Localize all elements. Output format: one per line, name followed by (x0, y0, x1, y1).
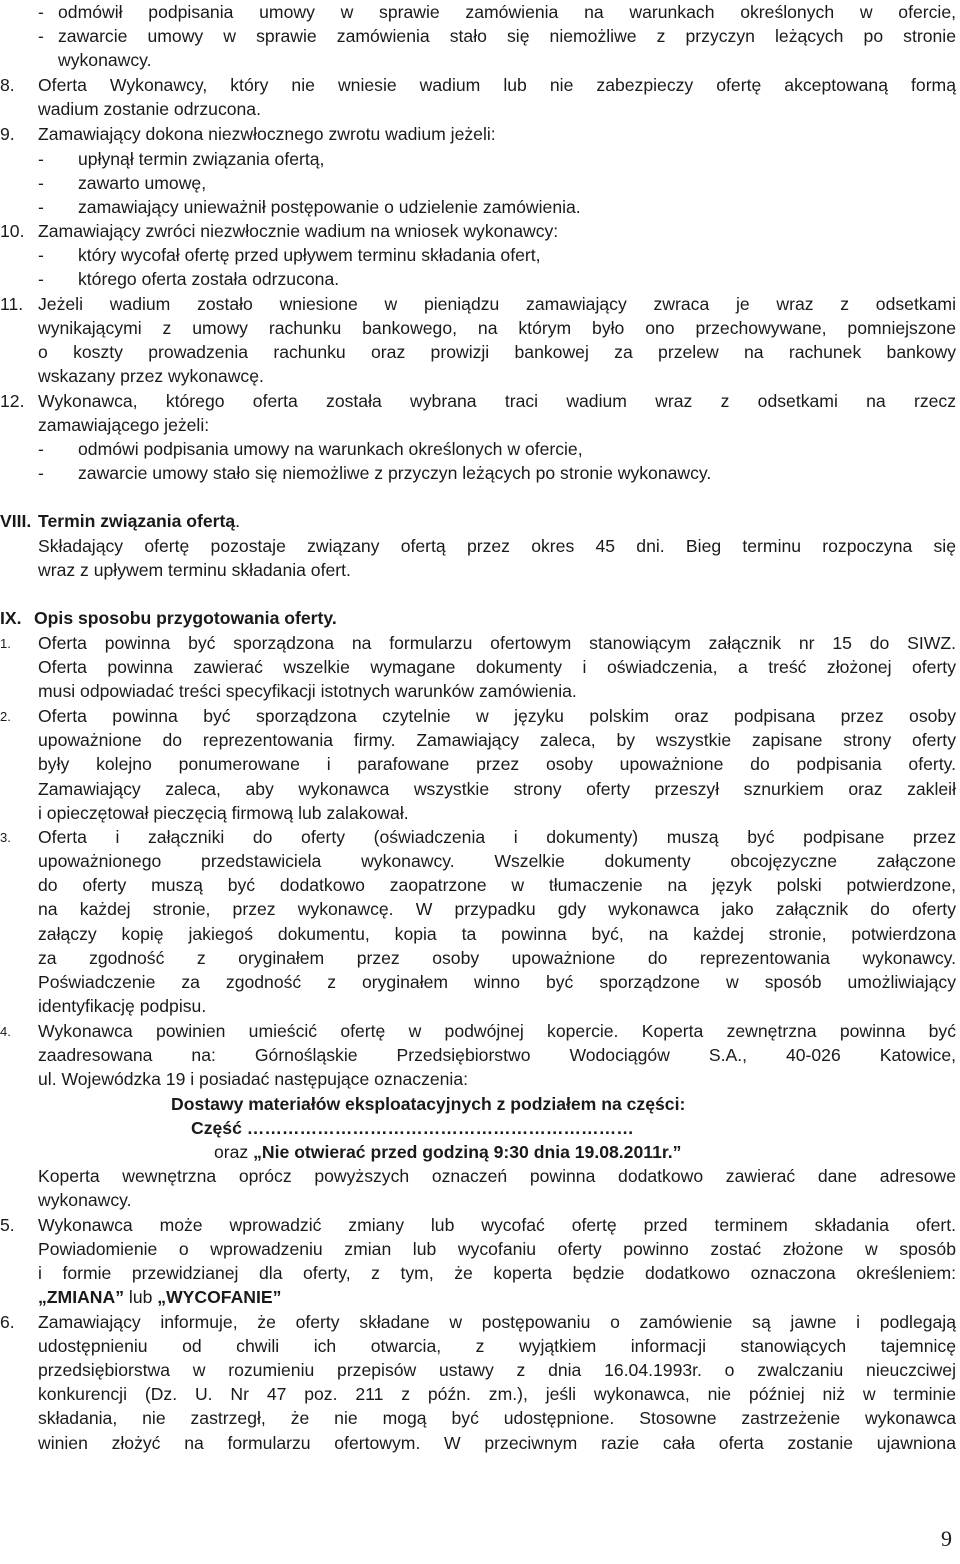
s9-3-text: identyfikację podpisu. (38, 996, 207, 1016)
envelope-marking-part: Część ………………………………………………………… (191, 1118, 634, 1138)
s9-6-text: udostępnieniu od chwili ich otwarcia, z wyjątkiem informacji stanowiących tajemnicę (38, 1336, 956, 1356)
s9-4-text: Koperta wewnętrzna oprócz powyższych oznaczeń powinna dodatkowo zawierać dane adresowe (38, 1166, 956, 1186)
dash-marker: - (38, 149, 44, 169)
list-item: który wycofał ofertę przed upływem terminu składania ofert, (78, 245, 541, 265)
item-11-text: Jeżeli wadium zostało wniesione w pieniądzu zamawiający zwraca je wraz z odsetkami (38, 294, 956, 314)
dash-marker: - (38, 245, 44, 265)
list-item: odmówi podpisania umowy na warunkach określonych w ofercie, (78, 439, 583, 459)
s9-2-text: Zamawiający zaleca, aby wykonawca wszystkie strony oferty przeszył sznurkiem oraz zakleił (38, 779, 956, 799)
item-11-number: 11. (0, 294, 24, 314)
s9-6-text: przedsiębiorstwa w rozumieniu przepisów ustawy z dnia 16.04.1993r. o zwalczaniu nieuczciwej (38, 1360, 956, 1380)
item-8-text: Oferta Wykonawcy, który nie wniesie wadium lub nie zabezpieczy ofertę akceptowaną formą (38, 75, 956, 95)
list-item-continuation: wykonawcy. (58, 50, 152, 70)
s9-3-text: Oferta i załączniki do oferty (oświadczenia i dokumenty) muszą być podpisane przez (38, 827, 956, 847)
s9-6-text: winien złożyć na formularzu ofertowym. W przeciwnym razie cała oferta zostanie ujawniona (38, 1433, 956, 1453)
s9-5-text: Wykonawca może wprowadzić zmiany lub wycofać ofertę przed terminem składania ofert. (38, 1215, 956, 1235)
dash-marker: - (38, 26, 44, 46)
section-8-heading: Termin związania ofertą. (38, 511, 241, 531)
section-9-number: IX. (0, 608, 22, 628)
s9-3-text: Poświadczenie za zgodność z oryginałem winno być sporządzone w sposób umożliwiający (38, 972, 956, 992)
s9-5-marking: „ZMIANA” lub „WYCOFANIE” (38, 1287, 282, 1307)
s9-4-text: zaadresowana na: Górnośląskie Przedsiębiorstwo Wodociągów S.A., 40-026 Katowice, (38, 1045, 956, 1065)
s9-1-text: Oferta powinna zawierać wszelkie wymagane dokumenty i oświadczenia, a treść złożonej oferty (38, 657, 956, 677)
s9-4-number: 4. (0, 1024, 11, 1039)
dash-marker: - (38, 197, 44, 217)
s9-1-number: 1. (0, 636, 11, 651)
item-8-text: wadium zostanie odrzucona. (38, 99, 261, 119)
dash-marker: - (38, 173, 44, 193)
list-item: którego oferta została odrzucona. (78, 269, 340, 289)
s9-3-text: załączy kopię jakiegoś dokumentu, kopia ta powinna być, na każdej stronie, potwierdzona (38, 924, 956, 944)
list-item: zamawiający unieważnił postępowanie o udzielenie zamówienia. (78, 197, 581, 217)
s9-2-text: Oferta powinna być sporządzona czytelnie w języku polskim oraz podpisana przez osoby (38, 706, 956, 726)
item-9-number: 9. (0, 124, 15, 144)
s9-5-number: 5. (0, 1215, 15, 1235)
envelope-marking-deadline: oraz „Nie otwierać przed godziną 9:30 dnia 19.08.2011r.” (214, 1142, 682, 1162)
item-10-number: 10. (0, 221, 25, 241)
envelope-marking-title: Dostawy materiałów eksploatacyjnych z podziałem na części: (171, 1094, 686, 1114)
s9-6-text: konkurencji (Dz. U. Nr 47 poz. 211 z późn. zm.), jeśli wykonawca, nie później niż w terminie (38, 1384, 956, 1404)
s9-1-text: Oferta powinna być sporządzona na formularzu ofertowym stanowiącym załącznik nr 15 do SIWZ. (38, 633, 956, 653)
dash-marker: - (38, 269, 44, 289)
s9-4-text: ul. Wojewódzka 19 i posiadać następujące oznaczenia: (38, 1069, 469, 1089)
s9-2-number: 2. (0, 709, 11, 724)
s9-4-text: Wykonawca powinien umieścić ofertę w podwójnej kopercie. Koperta zewnętrzna powinna być (38, 1021, 956, 1041)
s9-3-text: za zgodność z oryginałem przez osoby upoważnione do reprezentowania wykonawcy. (38, 948, 956, 968)
item-11-text: o koszty prowadzenia rachunku oraz prowizji bankowej za przelew na rachunek bankowy (38, 342, 956, 362)
s9-3-text: upoważnionego przedstawiciela wykonawcy. Wszelkie dokumenty obcojęzyczne załączone (38, 851, 956, 871)
item-9-lead: Zamawiający dokona niezwłocznego zwrotu wadium jeżeli: (38, 124, 496, 144)
item-10-lead: Zamawiający zwróci niezwłocznie wadium na wniosek wykonawcy: (38, 221, 559, 241)
section-8-number: VIII. (0, 511, 32, 531)
s9-2-text: upoważnione do reprezentowania firmy. Zamawiający zaleca, by wszystkie zapisane strony oferty (38, 730, 956, 750)
s9-6-number: 6. (0, 1312, 15, 1332)
list-item: zawarcie umowy stało się niemożliwe z przyczyn leżących po stronie wykonawcy. (78, 463, 712, 483)
page-number: 9 (941, 1526, 952, 1551)
s9-2-text: i opieczętował pieczęcią firmową lub zalakował. (38, 803, 409, 823)
item-11-text: wynikającymi z umowy rachunku bankowego, na którym było ono przechowywane, pomniejszone (38, 318, 956, 338)
list-item: zawarcie umowy w sprawie zamówienia stało się niemożliwe z przyczyn leżących po stronie (58, 26, 956, 46)
s9-3-text: do oferty muszą być dodatkowo zaopatrzone w tłumaczenie na język polski potwierdzone, (38, 875, 956, 895)
s9-5-text: Powiadomienie o wprowadzeniu zmian lub wycofaniu oferty powinno zostać złożone w sposób (38, 1239, 956, 1259)
dash-marker: - (38, 463, 44, 483)
list-item: odmówił podpisania umowy w sprawie zamówienia na warunkach określonych w ofercie, (58, 2, 956, 22)
item-12-text: zamawiającego jeżeli: (38, 415, 210, 435)
dash-marker: - (38, 439, 44, 459)
item-12-text: Wykonawca, którego oferta została wybrana traci wadium wraz z odsetkami na rzecz (38, 391, 956, 411)
s9-6-text: Zamawiający informuje, że oferty składane w postępowaniu o zamówienie są jawne i podlegają (38, 1312, 956, 1332)
list-item: upłynął termin związania ofertą, (78, 149, 325, 169)
list-item: zawarto umowę, (78, 173, 207, 193)
s9-2-text: były kolejno ponumerowane i parafowane przez osoby upoważnione do podpisania oferty. (38, 754, 956, 774)
s9-1-text: musi odpowiadać treści specyfikacji istotnych warunków zamówienia. (38, 681, 577, 701)
section-9-heading: Opis sposobu przygotowania oferty. (34, 608, 337, 628)
item-12-number: 12. (0, 391, 25, 411)
section-8-text: wraz z upływem terminu składania ofert. (38, 560, 351, 580)
s9-4-text: wykonawcy. (38, 1190, 132, 1210)
item-8-number: 8. (0, 75, 15, 95)
s9-3-text: na każdej stronie, przez wykonawcę. W przypadku gdy wykonawca jako załącznik do oferty (38, 899, 956, 919)
dash-marker: - (38, 2, 44, 22)
section-8-text: Składający ofertę pozostaje związany ofertą przez okres 45 dni. Bieg terminu rozpoczyna się (38, 536, 956, 556)
s9-6-text: składania, nie zastrzegł, że nie mogą być udostępnione. Stosowne zastrzeżenie wykonawca (38, 1408, 956, 1428)
s9-3-number: 3. (0, 830, 11, 845)
item-11-text: wskazany przez wykonawcę. (38, 366, 264, 386)
s9-5-text: i formie przewidzianej dla oferty, z tym, że koperta będzie dodatkowo oznaczona określeniem: (38, 1263, 956, 1283)
